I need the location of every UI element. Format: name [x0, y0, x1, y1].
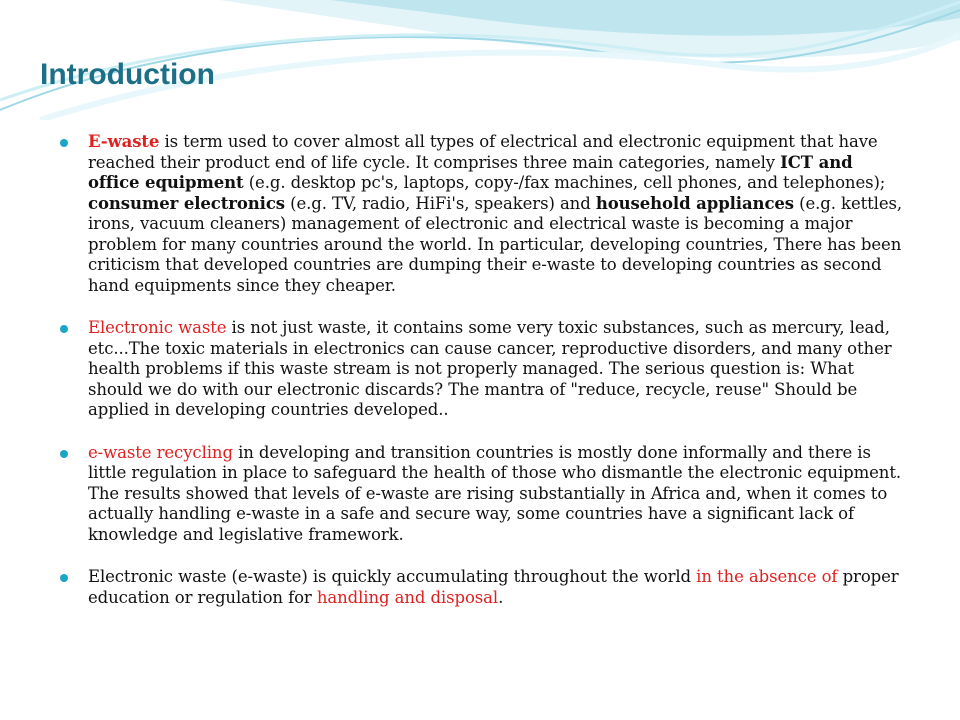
bullet-text-run: ICT and office equipment	[88, 152, 853, 192]
bullet-dot-icon	[60, 450, 68, 458]
bullet-text-run: is not just waste, it contains some very toxic substances, such as mercury, lead, etc...The toxic materials in electronics can cause cancer, reproductive disorders, and many other health problems if this waste stream is not properly managed. The serious question is: What should we do with our electronic discards? The mantra of "reduce, recycle, reuse" Should be applied in developing countries developed..	[88, 318, 892, 419]
bullet-text-run: handling and disposal	[316, 587, 499, 607]
bullet-text-run: is term used to cover almost all types of electrical and electronic equipment that have reached their product end of life cycle. It comprises three main categories, namely	[88, 132, 878, 172]
bullet-text-run: in developing and transition countries is mostly done informally and there is little regulation in place to safeguard the health of those who dismantle the electronic equipment. The results showed that levels of e-waste are rising substantially in Africa and, when it comes to actually handling e-waste in a safe and secure way, some countries have a significant lack of knowledge and legislative framework.	[88, 442, 902, 544]
bullet-text-run: (e.g. kettles, irons, vacuum cleaners) management of electronic and electrical waste is becoming a major problem for many countries around the world. In particular, developing countries, There has been criticism that developed countries are dumping their e-waste to developing countries as second hand equipments since they cheaper.	[88, 193, 903, 295]
bullet-text-run: Electronic waste	[88, 318, 227, 337]
bullet-dot-icon	[60, 139, 68, 147]
bullet-item	[60, 567, 908, 608]
bullet-text-run: (e.g. TV, radio, HiFi's, speakers) and	[284, 193, 596, 213]
bullet-text-run: .	[498, 587, 504, 607]
bullet-text-run: E-waste	[88, 132, 160, 151]
bullet-list	[60, 132, 908, 630]
bullet-text-run: consumer electronics	[88, 193, 285, 213]
slide-title: Introduction	[40, 58, 215, 91]
bullet-text-run: Electronic waste (e-waste) is quickly accumulating throughout the world	[88, 567, 697, 586]
bullet-text-run: e-waste recycling	[88, 442, 233, 462]
bullet-item	[60, 132, 908, 296]
bullet-item	[60, 318, 908, 421]
bullet-item	[60, 443, 908, 546]
bullet-dot-icon	[60, 325, 68, 333]
bullet-text-run: in the absence of	[696, 567, 838, 586]
bullet-text-run: proper education or regulation for	[88, 567, 899, 607]
bullet-dot-icon	[60, 574, 68, 582]
bullet-text-run: household appliances	[595, 193, 794, 213]
bullet-text-run: (e.g. desktop pc's, laptops, copy-/fax machines, cell phones, and telephones);	[243, 173, 886, 192]
